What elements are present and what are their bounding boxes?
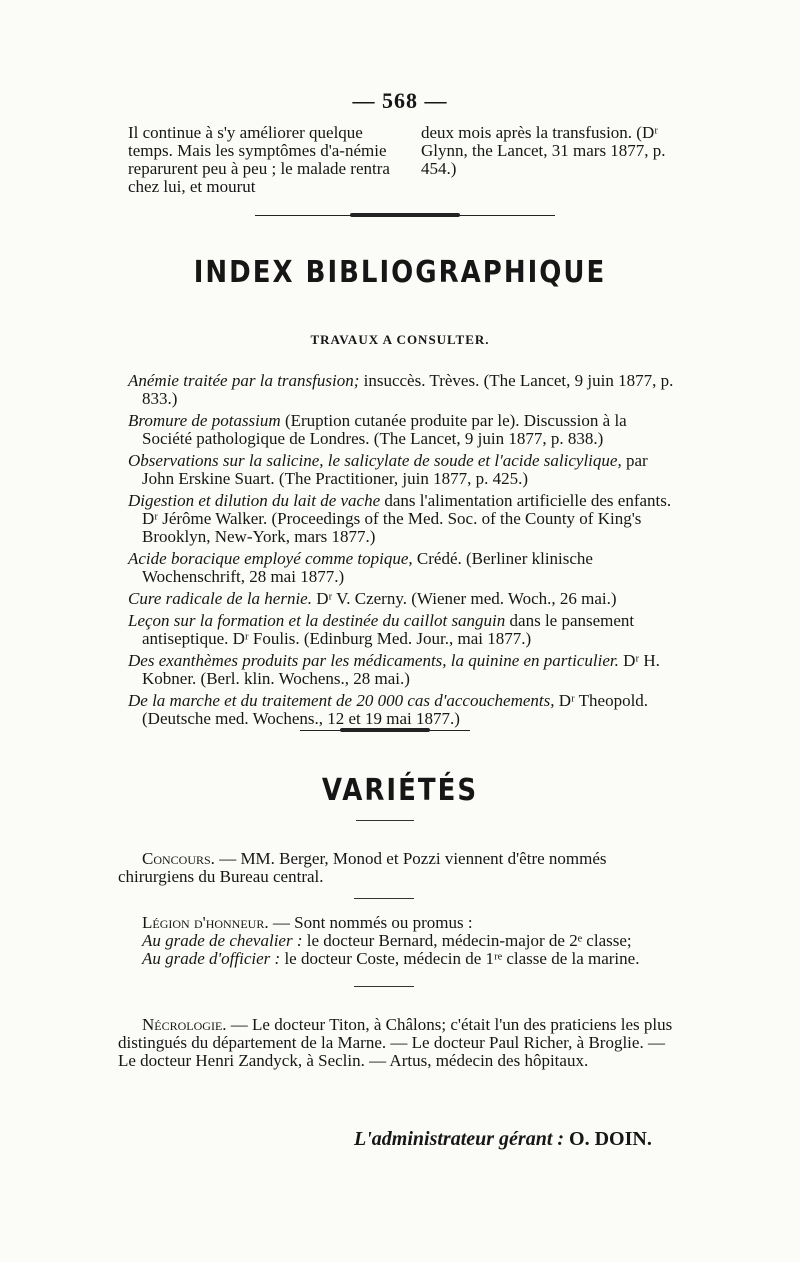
reference-details: dans l'alimentation artificielle des enfants. Dʳ Jérôme Walker. (Proceedings of the Med. Soc. of the County of King's Brooklyn, New-York, mars 1877.) — [142, 491, 672, 546]
concours-label: Concours. — [142, 849, 215, 868]
separator-rule-1 — [354, 898, 414, 899]
reference-details: Dʳ Theopold. (Deutsche med. Wochens., 12 et 19 mai 1877.) — [142, 691, 649, 728]
varietes-rule — [356, 820, 414, 821]
reference-title: Anémie traitée par la transfusion; — [128, 371, 360, 390]
necrologie-text: — Le docteur Titon, à Châlons; c'était l'un des praticiens les plus distingués du département de la Marne. — Le docteur Paul Richer, à Broglie. — Le docteur Henri Zandyck, à Seclin. — Artus, médecin des hôpitaux. — [118, 1015, 673, 1070]
reference-item — [128, 452, 680, 488]
signature-name: O. DOIN. — [564, 1128, 652, 1150]
top-paragraph-right — [421, 124, 688, 196]
concours-paragraph — [118, 850, 684, 886]
page-number: — 568 — — [352, 88, 448, 113]
top-paragraph — [128, 124, 688, 196]
reference-item — [128, 692, 680, 728]
reference-details: par John Erskine Suart. (The Practitioner, juin 1877, p. 425.) — [142, 451, 648, 488]
reference-item — [128, 492, 680, 546]
reference-title: De la marche et du traitement de 20 000 cas d'accouchements, — [128, 691, 555, 710]
legion-officier-label: Au grade d'officier : — [142, 949, 281, 968]
reference-title: Leçon sur la formation et la destinée du caillot sanguin — [128, 611, 506, 630]
legion-officier-text: le docteur Coste, médecin de 1ʳᵉ classe de la marine. — [280, 949, 640, 968]
concours-text: — MM. Berger, Monod et Pozzi viennent d'être nommés chirurgiens du Bureau central. — [118, 849, 607, 886]
legion-label: Légion d'honneur. — [142, 913, 269, 932]
legion-paragraph — [118, 914, 684, 968]
reference-details: dans le pansement antiseptique. Dʳ Foulis. (Edinburg Med. Jour., mai 1877.) — [142, 611, 635, 648]
reference-details: insuccès. Trèves. (The Lancet, 9 juin 1877, p. 833.) — [142, 371, 674, 408]
reference-item — [128, 412, 680, 448]
legion-text: — Sont nommés ou promus : — [268, 913, 473, 932]
reference-details: Crédé. (Berliner klinische Wochenschrift, 28 mai 1877.) — [142, 549, 593, 586]
reference-item — [128, 612, 680, 648]
reference-details: Dʳ H. Kobner. (Berl. klin. Wochens., 28 mai.) — [142, 651, 660, 688]
reference-item — [128, 652, 680, 688]
necrologie-paragraph — [118, 1016, 684, 1070]
signature-label: L'administrateur gérant : — [354, 1128, 565, 1150]
reference-item — [128, 550, 680, 586]
legion-chevalier-label: Au grade de chevalier : — [142, 931, 303, 950]
reference-title: Observations sur la salicine, le salicylate de soude et l'acide salicylique, — [128, 451, 622, 470]
reference-details: (Eruption cutanée produite par le). Discussion à la Société pathologique de Londres. (The Lancet, 9 juin 1877, p. 838.) — [142, 411, 627, 448]
legion-chevalier-text: le docteur Bernard, médecin-major de 2ᵉ classe; — [302, 931, 632, 950]
top-paragraph-right-text: deux mois après la transfusion. (Dʳ Glynn, the Lancet, 31 mars 1877, p. 454.) — [421, 123, 666, 178]
index-subheading: TRAVAUX A CONSULTER. — [310, 332, 490, 347]
necrologie-label: Nécrologie. — [142, 1015, 227, 1034]
reference-title: Digestion et dilution du lait de vache — [128, 491, 381, 510]
ornament-rule-middle-center — [340, 728, 430, 732]
signature — [354, 1128, 652, 1151]
separator-rule-2 — [354, 986, 414, 987]
ornament-rule-top-center — [350, 213, 460, 217]
reference-list — [128, 372, 680, 732]
reference-details: Dʳ V. Czerny. (Wiener med. Woch., 26 mai.) — [311, 589, 617, 608]
top-paragraph-left — [128, 124, 395, 196]
index-heading: INDEX BIBLIOGRAPHIQUE — [193, 255, 607, 291]
top-paragraph-left-text: Il continue à s'y améliorer quelque temps. Mais les symptômes d'a-némie reparurent peu à peu ; le malade rentra chez lui, et mourut — [128, 123, 390, 196]
reference-item — [128, 372, 680, 408]
reference-title: Des exanthèmes produits par les médicaments, la quinine en particulier. — [128, 651, 619, 670]
varietes-heading: VARIÉTÉS — [321, 773, 479, 809]
reference-title: Cure radicale de la hernie. — [128, 589, 312, 608]
reference-item — [128, 590, 680, 608]
reference-title: Bromure de potassium — [128, 411, 281, 430]
reference-title: Acide boracique employé comme topique, — [128, 549, 413, 568]
